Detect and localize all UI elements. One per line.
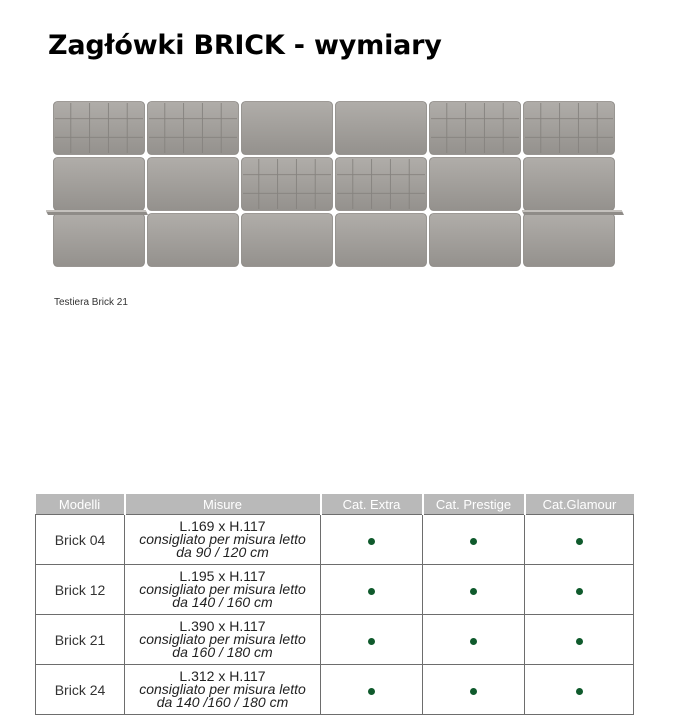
header-cat-glamour: Cat.Glamour bbox=[525, 494, 634, 515]
table-row bbox=[36, 565, 634, 615]
size-note: consigliato per misura letto bbox=[139, 631, 306, 647]
available-dot-icon bbox=[576, 638, 583, 645]
headboard-panel bbox=[54, 102, 145, 155]
cat-glamour-cell bbox=[525, 565, 634, 615]
header-models: Modelli bbox=[36, 494, 125, 515]
available-dot-icon bbox=[576, 688, 583, 695]
cat-prestige-cell bbox=[423, 565, 525, 615]
table-row bbox=[36, 665, 634, 715]
size-bed-range: da 90 / 120 cm bbox=[176, 544, 269, 560]
size-bed-range: da 160 / 180 cm bbox=[172, 644, 273, 660]
headboard-panel bbox=[336, 158, 427, 211]
available-dot-icon bbox=[368, 688, 375, 695]
cat-extra-cell bbox=[321, 565, 423, 615]
headboard-panel bbox=[430, 102, 521, 155]
header-cat-extra: Cat. Extra bbox=[321, 494, 423, 515]
model-name: Brick 21 bbox=[36, 615, 125, 665]
available-dot-icon bbox=[470, 688, 477, 695]
cat-glamour-cell bbox=[525, 615, 634, 665]
size-dimensions: L.169 x H.117 bbox=[179, 518, 266, 534]
headboard-panel bbox=[54, 158, 145, 211]
right-shelf bbox=[522, 210, 624, 215]
model-name: Brick 24 bbox=[36, 665, 125, 715]
cat-glamour-cell bbox=[525, 515, 634, 565]
size-cell bbox=[125, 515, 321, 565]
headboard-panel bbox=[148, 158, 239, 211]
headboard-panel bbox=[336, 102, 427, 155]
headboard-panel bbox=[524, 158, 615, 211]
size-cell bbox=[125, 565, 321, 615]
model-name: Brick 04 bbox=[36, 515, 125, 565]
available-dot-icon bbox=[470, 588, 477, 595]
header-cat-prestige: Cat. Prestige bbox=[423, 494, 525, 515]
available-dot-icon bbox=[368, 638, 375, 645]
page-title: Zagłówki BRICK - wymiary bbox=[48, 30, 442, 61]
cat-extra-cell bbox=[321, 665, 423, 715]
table-row bbox=[36, 515, 634, 565]
headboard-panel bbox=[242, 214, 333, 267]
size-note: consigliato per misura letto bbox=[139, 531, 306, 547]
available-dot-icon bbox=[470, 638, 477, 645]
table-header-row bbox=[36, 494, 634, 515]
size-note: consigliato per misura letto bbox=[139, 581, 306, 597]
left-shelf bbox=[46, 210, 148, 215]
size-bed-range: da 140 / 160 cm bbox=[172, 594, 273, 610]
headboard-panel bbox=[54, 214, 145, 267]
size-note: consigliato per misura letto bbox=[139, 681, 306, 697]
headboard-panel bbox=[524, 102, 615, 155]
dimensions-table bbox=[35, 494, 634, 715]
headboard-panel bbox=[430, 158, 521, 211]
size-dimensions: L.195 x H.117 bbox=[179, 568, 266, 584]
cat-prestige-cell bbox=[423, 515, 525, 565]
size-cell bbox=[125, 665, 321, 715]
headboard-brick-21-image bbox=[44, 98, 624, 274]
headboard-panel bbox=[524, 214, 615, 267]
cat-extra-cell bbox=[321, 515, 423, 565]
cat-prestige-cell bbox=[423, 615, 525, 665]
headboard-panel bbox=[430, 214, 521, 267]
headboard-panel bbox=[148, 102, 239, 155]
available-dot-icon bbox=[368, 538, 375, 545]
available-dot-icon bbox=[368, 588, 375, 595]
cat-glamour-cell bbox=[525, 665, 634, 715]
size-cell bbox=[125, 615, 321, 665]
available-dot-icon bbox=[576, 588, 583, 595]
model-name: Brick 12 bbox=[36, 565, 125, 615]
header-sizes: Misure bbox=[125, 494, 321, 515]
cat-extra-cell bbox=[321, 615, 423, 665]
headboard-panel bbox=[242, 158, 333, 211]
table-row bbox=[36, 615, 634, 665]
headboard-panel bbox=[148, 214, 239, 267]
size-dimensions: L.390 x H.117 bbox=[179, 618, 266, 634]
available-dot-icon bbox=[470, 538, 477, 545]
size-bed-range: da 140 /160 / 180 cm bbox=[156, 694, 289, 710]
cat-prestige-cell bbox=[423, 665, 525, 715]
headboard-panel bbox=[242, 102, 333, 155]
available-dot-icon bbox=[576, 538, 583, 545]
headboard-panel bbox=[336, 214, 427, 267]
size-dimensions: L.312 x H.117 bbox=[179, 668, 266, 684]
image-caption: Testiera Brick 21 bbox=[54, 297, 128, 308]
